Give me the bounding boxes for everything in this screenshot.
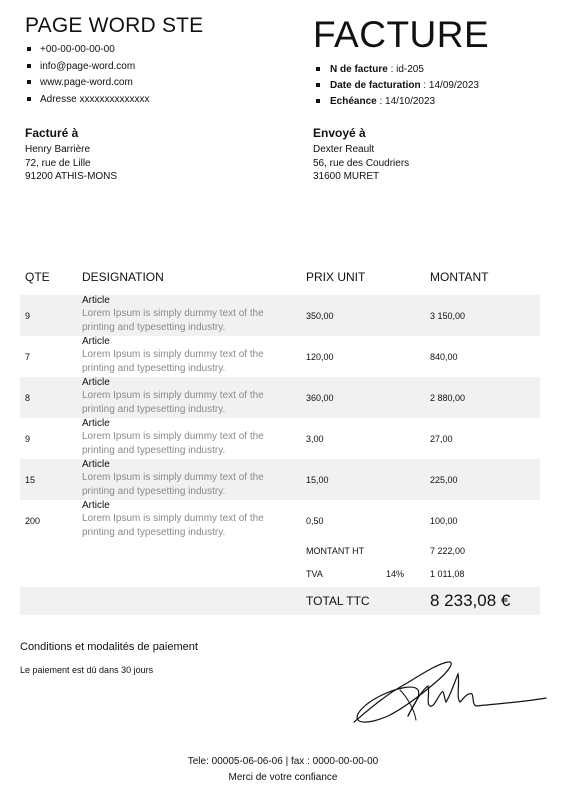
billed-to-city: 91200 ATHIS-MONS	[25, 171, 118, 182]
row-title: Article	[82, 377, 110, 388]
billed-to-block	[25, 126, 117, 184]
row-unit-price: 3,00	[306, 434, 324, 444]
row-title: Article	[82, 418, 110, 429]
invoice-due-value: : 14/10/2023	[376, 96, 436, 107]
row-unit-price: 350,00	[306, 311, 334, 321]
row-unit-price: 360,00	[306, 393, 334, 403]
total-label: TOTAL TTC	[306, 594, 370, 608]
row-title: Article	[82, 459, 110, 470]
row-desc-line1: Lorem Ipsum is simply dummy text of the	[82, 390, 264, 401]
row-desc-line2: printing and typesetting industry.	[82, 362, 226, 374]
row-description	[82, 377, 292, 416]
row-desc-line2: printing and typesetting industry.	[82, 485, 226, 497]
company-email: info@page-word.com	[25, 60, 149, 77]
row-description	[82, 295, 292, 334]
footer-thanks: Merci de votre confiance	[228, 772, 338, 783]
row-desc-line1: Lorem Ipsum is simply dummy text of the	[82, 513, 264, 524]
row-desc-line1: Lorem Ipsum is simply dummy text of the	[82, 431, 264, 442]
header-unit-price: PRIX UNIT	[306, 270, 366, 284]
row-amount: 225,00	[430, 475, 458, 485]
row-description	[82, 418, 292, 457]
row-amount: 840,00	[430, 352, 458, 362]
billed-to-name: Henry Barrière	[25, 144, 91, 155]
subtotal-row	[20, 541, 540, 561]
table-row	[20, 295, 540, 336]
row-qty: 8	[25, 393, 31, 403]
row-amount: 2 880,00	[430, 393, 466, 403]
invoice-number-value: : id-205	[387, 64, 424, 75]
row-amount: 3 150,00	[430, 311, 466, 321]
row-unit-price: 0,50	[306, 516, 324, 526]
total-value: 8 233,08 €	[430, 591, 511, 610]
row-description	[82, 336, 292, 375]
row-qty: 9	[25, 434, 31, 444]
shipped-to-block	[313, 126, 409, 184]
invoice-date	[313, 79, 479, 95]
row-desc-line2: printing and typesetting industry.	[82, 526, 226, 538]
row-desc-line1: Lorem Ipsum is simply dummy text of the	[82, 349, 264, 360]
items-table	[20, 295, 540, 541]
table-row	[20, 459, 540, 500]
company-phone: +00-00-00-00-00	[25, 43, 149, 60]
invoice-due-label: Echéance	[330, 96, 377, 107]
header-amount: MONTANT	[430, 270, 489, 284]
row-title: Article	[82, 336, 110, 347]
row-qty: 7	[25, 352, 31, 362]
table-row	[20, 418, 540, 459]
invoice-number	[313, 63, 479, 79]
shipped-to-city: 31600 MURET	[313, 171, 380, 182]
subtotal-value: 7 222,00	[430, 546, 466, 556]
invoice-due	[313, 95, 479, 111]
row-qty: 15	[25, 475, 36, 485]
row-title: Article	[82, 500, 110, 511]
row-desc-line1: Lorem Ipsum is simply dummy text of the	[82, 472, 264, 483]
invoice-date-label: Date de facturation	[330, 80, 421, 91]
shipped-to-name: Dexter Reault	[313, 144, 375, 155]
company-address: Adresse xxxxxxxxxxxxxx	[25, 93, 149, 110]
row-qty: 9	[25, 311, 31, 321]
tax-label: TVA	[306, 569, 323, 579]
header-designation: DESIGNATION	[82, 270, 164, 284]
invoice-meta-list	[313, 63, 479, 111]
signature-image	[344, 650, 554, 740]
subtotal-label: MONTANT HT	[306, 546, 365, 556]
total-row	[20, 587, 540, 615]
tax-value: 1 011,08	[430, 569, 465, 579]
shipped-to-street: 56, rue des Coudriers	[313, 157, 410, 169]
row-unit-price: 120,00	[306, 352, 334, 362]
row-amount: 100,00	[430, 516, 458, 526]
row-desc-line2: printing and typesetting industry.	[82, 321, 226, 333]
invoice-number-label: N de facture	[330, 64, 388, 75]
tax-rate: 14%	[386, 569, 405, 579]
billed-to-heading: Facturé à	[25, 126, 79, 140]
row-desc-line2: printing and typesetting industry.	[82, 444, 226, 456]
row-qty: 200	[25, 516, 41, 526]
row-amount: 27,00	[430, 434, 453, 444]
invoice-date-value: : 14/09/2023	[420, 80, 479, 91]
header-qty: QTE	[25, 270, 50, 284]
billed-to-street: 72, rue de Lille	[25, 157, 91, 169]
tax-row	[20, 564, 540, 584]
payment-terms-title: Conditions et modalités de paiement	[20, 641, 198, 653]
table-row	[20, 500, 540, 541]
payment-terms-text: Le paiement est dû dans 30 jours	[20, 665, 154, 675]
row-desc-line1: Lorem Ipsum is simply dummy text of the	[82, 308, 264, 319]
shipped-to-heading: Envoyé à	[313, 126, 366, 140]
row-description	[82, 500, 292, 539]
document-title: FACTURE	[313, 14, 490, 55]
row-desc-line2: printing and typesetting industry.	[82, 403, 226, 415]
table-row	[20, 377, 540, 418]
table-row	[20, 336, 540, 377]
company-name: PAGE WORD STE	[25, 14, 204, 37]
company-contact-list	[25, 43, 149, 109]
company-website: www.page-word.com	[25, 76, 149, 93]
row-unit-price: 15,00	[306, 475, 329, 485]
row-title: Article	[82, 295, 110, 306]
row-description	[82, 459, 292, 498]
footer-contact: Tele: 00005-06-06-06 | fax : 0000-00-00-00	[187, 756, 379, 767]
